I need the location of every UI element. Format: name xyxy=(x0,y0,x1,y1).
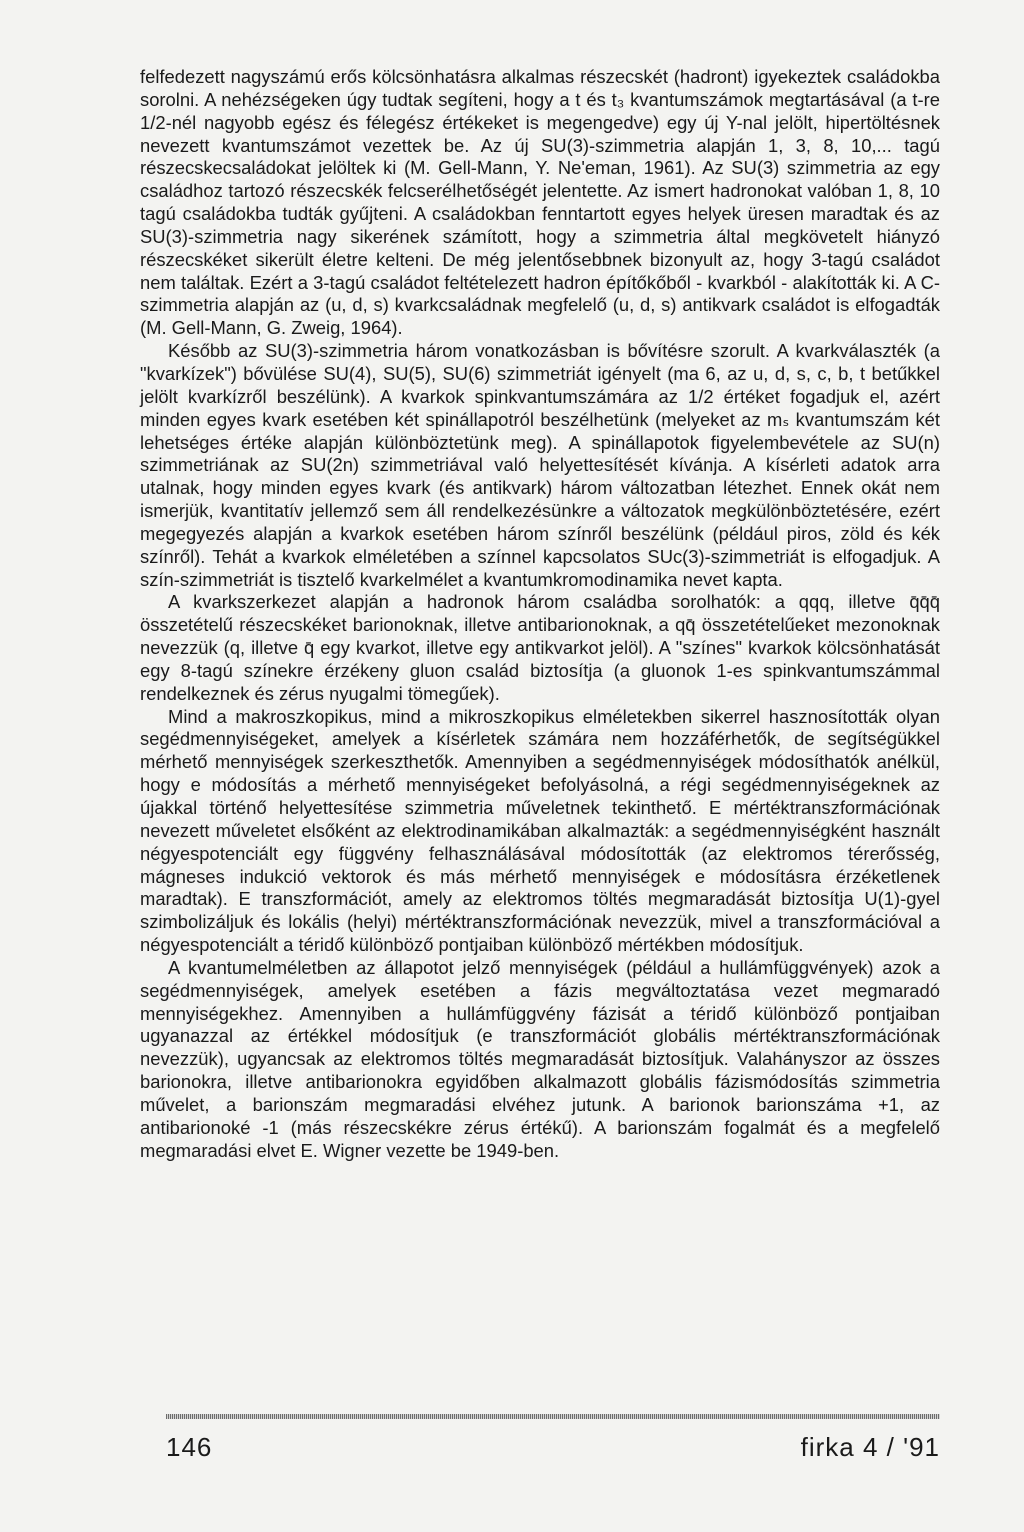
paragraph-5: A kvantumelméletben az állapotot jelző mennyiségek (például a hullámfüggvények) azok a segédmennyiségek, amelyek esetében a fázis megváltoztatása vezet megmaradó mennyiségekhez. Amennyiben a hullámfüggvény fázisát a téridő különböző pontjaiban ugyanazzal az értékkel módosítjuk (e transzformációt globális mértéktranszformációnak nevezzük), ugyancsak az elektromos töltés megmaradását biztosítjuk. Valahányszor az összes barionokra, illetve antibarionokra egyidőben alkalmazott globális fázismódosítás szimmetria művelet, a barionszám megmaradási elvéhez jutunk. A barionok barionszáma +1, az antibarionoké -1 (más részecskékre zérus értékű). A barionszám fogalmát és a megfelelő megmaradási elvet E. Wigner vezette be 1949-ben. xyxy=(140,956,940,1161)
journal-issue: firka 4 / '91 xyxy=(800,1432,940,1462)
paragraph-2: Később az SU(3)-szimmetria három vonatkozásban is bővítésre szorult. A kvarkválaszték (a "kvarkízek") bővülése SU(4), SU(5), SU(6) szimmetriát igényelt (ma 6, az u, d, s, c, b, t betűkkel jelölt kvarkízről beszélünk). A kvarkok spinkvantumszámára az 1/2 értéket fogadjuk el, azért minden egyes kvark esetében két spinállapotról beszélhetünk (melyeket az mₛ kvantumszám két lehetséges értéke alapján különböztetünk meg). A spinállapotok figyelembevétele az SU(n) szimmetriának az SU(2n) szimmetriával való helyettesítését kívánja. A kísérleti adatok arra utalnak, hogy minden egyes kvark (és antikvark) három változatban létezhet. Ennek okát nem ismerjük, kvantitatív jellemző sem áll rendelkezésünkre a változatok megkülönböztetésére, ezért megegyezés alapján a kvarkok esetében három színről beszélünk (például piros, zöld és kék színről). Tehát a kvarkok elméletében a színnel kapcsolatos SUc(3)-szimmetriát is elfogadjuk. A szín-szimmetriát is tisztelő kvarkelmélet a kvantumkromodinamika nevet kapta. xyxy=(140,340,940,590)
paragraph-3: A kvarkszerkezet alapján a hadronok három családba sorolhatók: a qqq, illetve q̄q̄q̄ összetételű részecskéket barionoknak, illetve antibarionoknak, a qq̄ összetételűeket mezonoknak nevezzük (q, illetve q̄ egy kvarkot, illetve egy antikvarkot jelöl). A "színes" kvarkok kölcsönhatását egy 8-tagú színekre érzékeny gluon család biztosítja (a gluonok 1-es spinkvantumszámmal rendelkeznek és zérus nyugalmi tömegűek). xyxy=(140,591,940,704)
footer-divider xyxy=(166,1414,940,1419)
paragraph-4: Mind a makroszkopikus, mind a mikroszkopikus elméletekben sikerrel hasznosították olyan segédmennyiségeket, amelyek a kísérletek számára nem hozzáférhetők, de segítségükkel mérhető mennyiségek szerkeszthetők. Amennyiben a segédmennyiségek módosíthatók anélkül, hogy e módosítás a mérhető mennyiségeket befolyásolná, a régi segédmennyiségeknek az újakkal történő helyettesítése szimmetria műveletnek tekinthető. E mértéktranszformációnak nevezett műveletet elsőként az elektrodinamikában alkalmazták: a segédmennyiségként használt négyespotenciált egy függvény felhasználásával módosították (az elektromos térerősség, mágneses indukció vektorok és más mérhető mennyiségek e módosításra érzéketlenek maradtak). E transzformációt, amely az elektromos töltés megmaradását biztosítja U(1)-gyel szimbolizáljuk és lokális (helyi) mértéktranszformációnak nevezzük, mivel a transzformációval a négyespotenciált a téridő különböző pontjaiban különböző mértékben módosítjuk. xyxy=(140,705,940,956)
page-number: 146 xyxy=(166,1432,213,1462)
article-body xyxy=(140,66,940,1163)
paragraph-1: felfedezett nagyszámú erős kölcsönhatásra alkalmas részecskét (hadront) igyekeztek családokba sorolni. A nehézségeken úgy tudtak segíteni, hogy a t és t₃ kvantumszámok megtartásával (a t-re 1/2-nél nagyobb egész és félegész értékeket is megengedve) egy új Y-nal jelölt, hipertöltésnek nevezett kvantumszámot vezettek be. Az új SU(3)-szimmetria alapján 1, 3, 8, 10,... tagú részecskecsaládokat jelöltek ki (M. Gell-Mann, Y. Ne'eman, 1961). Az SU(3) szimmetria az egy családhoz tartozó részecskék felcserélhetőségét jelentette. Az ismert hadronokat valóban 1, 8, 10 tagú családokba tudták gyűjteni. A családokban fenntartott egyes helyek üresen maradtak és az SU(3)-szimmetria nagy sikerének számított, hogy a szimmetria által megkövetelt hiányzó részecskéket sikerült életre kelteni. De még jelentősebbnek bizonyult az, hogy 3-tagú családot nem találtak. Ezért a 3-tagú családot feltételezett hadron építőkőből - kvarkból - alakították ki. A C-szimmetria alapján az (u, d, s) kvarkcsaládnak megfelelő (u, d, s) antikvark családot is elfogadták (M. Gell-Mann, G. Zweig, 1964). xyxy=(140,66,940,339)
